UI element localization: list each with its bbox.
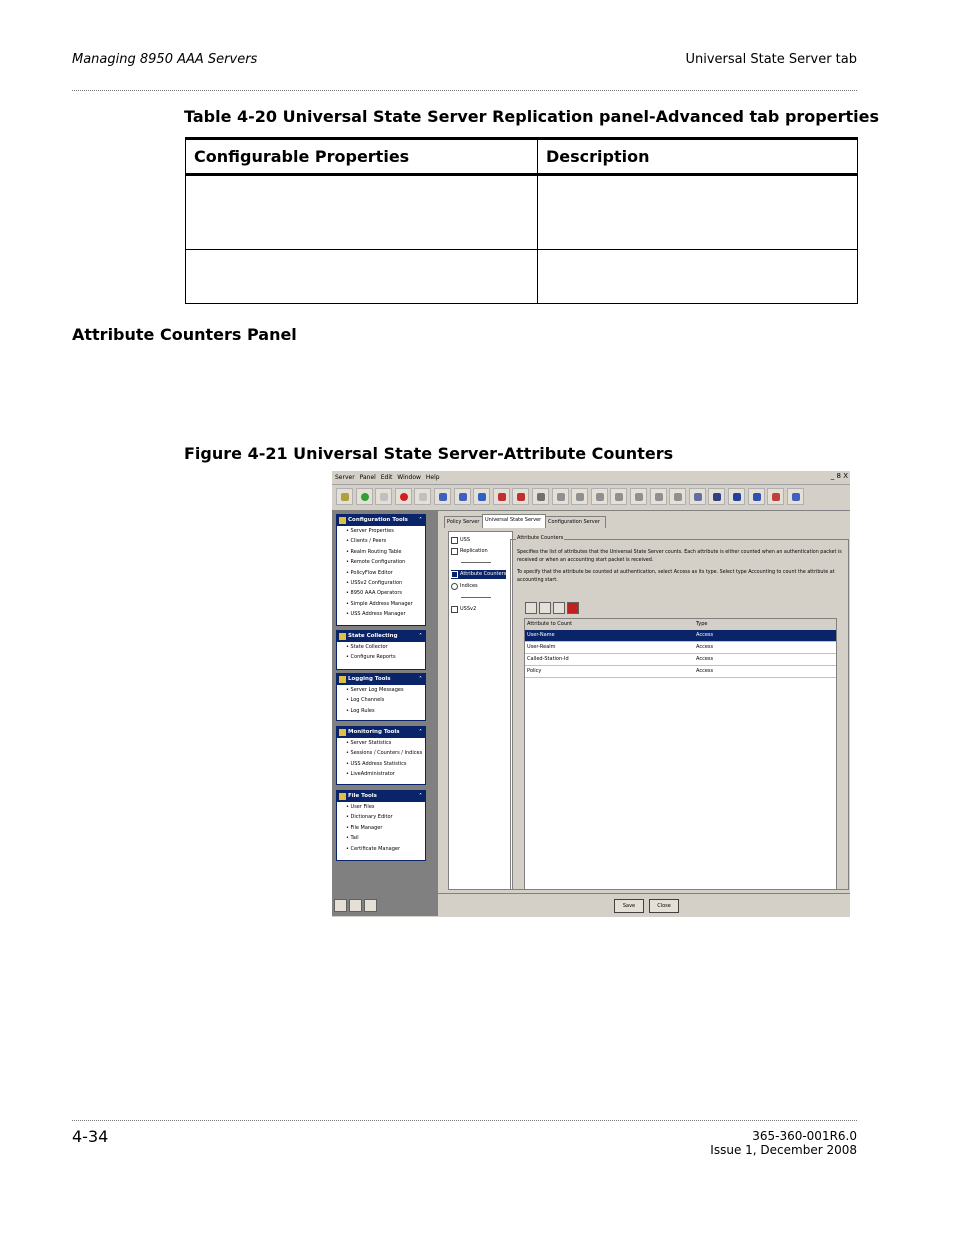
bottom-bar xyxy=(438,893,850,917)
bullet-icon: • xyxy=(346,528,351,534)
bullet-icon: • xyxy=(346,824,351,831)
tool-group-header[interactable] xyxy=(337,631,425,642)
refresh-icon[interactable] xyxy=(473,488,490,505)
tree-item-attribute-counters[interactable]: Attribute Counters xyxy=(451,570,506,579)
table-cell xyxy=(538,175,858,250)
tool-link-label: Server Statistics xyxy=(350,740,392,746)
tool-link-label: Sessions / Counters / Indices xyxy=(350,750,423,757)
menu-bar xyxy=(332,471,850,485)
print-icon[interactable] xyxy=(532,488,549,505)
bullet-icon: • xyxy=(346,590,351,597)
bullet-icon: • xyxy=(346,644,351,650)
application-screenshot xyxy=(332,471,850,917)
collapse-chevron-icon[interactable]: ˄ xyxy=(419,633,422,640)
bullet-icon: • xyxy=(346,707,351,714)
tool-link[interactable] xyxy=(337,823,425,833)
server-icon[interactable] xyxy=(414,488,431,505)
split-icon[interactable] xyxy=(349,899,362,912)
table-row[interactable]: Called-Station-Id Access xyxy=(525,654,836,666)
tool-link[interactable] xyxy=(337,706,425,716)
menu-server[interactable]: Server xyxy=(335,474,355,481)
tool-link[interactable] xyxy=(337,812,425,822)
section-heading: Attribute Counters Panel xyxy=(72,325,297,344)
toolbar xyxy=(332,485,850,511)
attribute-grid xyxy=(524,618,837,890)
help-icon[interactable] xyxy=(728,488,745,505)
panel-title: Attribute Counters xyxy=(517,535,564,541)
table-cell xyxy=(186,175,538,250)
tool-link[interactable] xyxy=(337,599,425,609)
sidebar-buttons xyxy=(334,899,379,914)
bullet-icon: • xyxy=(346,740,351,746)
close-button[interactable]: Close xyxy=(649,899,679,913)
tool-link[interactable] xyxy=(337,536,425,546)
copy-row-icon[interactable] xyxy=(553,602,565,614)
menu-panel[interactable]: Panel xyxy=(359,474,376,481)
tool-group-icon xyxy=(339,517,346,524)
tab-universal-state-server[interactable]: Universal State Server xyxy=(482,514,546,528)
bullet-icon: • xyxy=(346,600,351,607)
tool-link[interactable] xyxy=(337,833,425,843)
save-icon[interactable] xyxy=(434,488,451,505)
tab-policy-server[interactable]: Policy Server xyxy=(444,516,483,528)
tool-link[interactable] xyxy=(337,547,425,557)
copy-icon[interactable] xyxy=(591,488,608,505)
description-text: To specify that the attribute be counted at authentication, select Access as its type. Select type Accounting to count the attribute at accounting start. xyxy=(517,570,835,583)
tool-link-label: Certificate Manager xyxy=(350,845,401,852)
tool-link-label: Tail xyxy=(350,835,359,842)
grid-toolbar xyxy=(525,602,581,616)
tool-link-label: File Manager xyxy=(350,824,383,831)
tool-group-header[interactable] xyxy=(337,791,425,802)
bullet-icon: • xyxy=(346,569,351,576)
window-icon[interactable] xyxy=(364,899,377,912)
tool-group-title: Configuration Tools xyxy=(348,517,408,523)
collapse-chevron-icon[interactable]: ˄ xyxy=(419,729,422,736)
tree-item-indices[interactable]: Indices xyxy=(451,582,478,591)
tool-group-header[interactable] xyxy=(337,674,425,685)
table-row[interactable]: Policy Access xyxy=(525,666,836,678)
tool-link-label: Log Rules xyxy=(350,707,375,714)
reload-icon[interactable] xyxy=(552,488,569,505)
tool-link-label: USS Address Statistics xyxy=(350,760,407,767)
tool-group-icon xyxy=(339,676,346,683)
bullet-icon: • xyxy=(346,538,351,545)
tool-link-label: Log Channels xyxy=(350,697,385,704)
tool-link-label: Realm Routing Table xyxy=(350,548,402,555)
tool-link-label: LiveAdministrator xyxy=(350,771,395,778)
tool-link[interactable] xyxy=(337,557,425,567)
tool-link-label: Dictionary Editor xyxy=(350,814,393,821)
tool-link[interactable] xyxy=(337,802,425,812)
bullet-icon: • xyxy=(346,814,351,821)
settings-icon[interactable] xyxy=(767,488,784,505)
paste-icon[interactable] xyxy=(610,488,627,505)
bullet-icon: • xyxy=(346,771,351,778)
counter-icon xyxy=(451,571,458,578)
cut-icon[interactable] xyxy=(571,488,588,505)
collapse-chevron-icon[interactable]: ˄ xyxy=(419,793,422,800)
search-icon[interactable] xyxy=(630,488,647,505)
tool-link-label: Server Log Messages xyxy=(350,687,404,693)
tool-link-label: Simple Address Manager xyxy=(350,600,413,607)
tree-item-uss[interactable]: USS xyxy=(451,536,470,545)
bullet-icon: • xyxy=(346,835,351,842)
stop-icon[interactable] xyxy=(512,488,529,505)
save-all-icon[interactable] xyxy=(454,488,471,505)
tool-group-title: Logging Tools xyxy=(348,676,391,682)
collapse-chevron-icon[interactable]: ˄ xyxy=(419,676,422,683)
grid-icon xyxy=(451,606,458,613)
tool-link-label: PolicyFlow Editor xyxy=(350,569,393,576)
add-row-icon[interactable] xyxy=(525,602,537,614)
footer-rule xyxy=(72,1120,857,1121)
tool-link[interactable] xyxy=(337,609,425,619)
save-button[interactable]: Save xyxy=(614,899,644,913)
monitor-icon[interactable] xyxy=(708,488,725,505)
delete-row-icon[interactable] xyxy=(567,602,579,614)
tool-group xyxy=(336,630,426,670)
find-icon[interactable] xyxy=(650,488,667,505)
tool-link[interactable] xyxy=(337,652,425,662)
panel-description xyxy=(517,549,842,585)
issue-date: Issue 1, December 2008 xyxy=(710,1143,857,1157)
running-header-section: Universal State Server tab xyxy=(685,52,857,67)
tool-link-label: State Collector xyxy=(350,644,388,650)
index-icon xyxy=(451,583,458,590)
bullet-icon: • xyxy=(346,654,351,661)
info-icon[interactable] xyxy=(748,488,765,505)
bullet-icon: • xyxy=(346,559,351,566)
tool-link[interactable] xyxy=(337,759,425,769)
grid-header-type: Type xyxy=(696,621,708,627)
bullet-icon: • xyxy=(346,697,351,704)
column-header-properties: Configurable Properties xyxy=(186,139,538,175)
grid-icon xyxy=(451,537,458,544)
tools-sidebar xyxy=(332,511,438,916)
page-number: 4-34 xyxy=(72,1127,109,1146)
bullet-icon: • xyxy=(346,611,351,618)
menu-window[interactable]: Window xyxy=(397,474,421,481)
bullet-icon: • xyxy=(346,687,351,693)
tool-link[interactable] xyxy=(337,568,425,578)
table-cell xyxy=(186,250,538,304)
tool-link[interactable] xyxy=(337,844,425,854)
tool-link[interactable] xyxy=(337,685,425,695)
tool-link-label: Clients / Peers xyxy=(350,538,387,545)
server-icon[interactable] xyxy=(375,488,392,505)
tool-group xyxy=(336,726,426,785)
delete-icon[interactable] xyxy=(493,488,510,505)
tool-link-label: User Files xyxy=(350,804,375,810)
table-row[interactable]: User-Realm Access xyxy=(525,642,836,654)
tool-group xyxy=(336,514,426,626)
navigation-tree xyxy=(448,531,513,890)
tool-group-icon xyxy=(339,633,346,640)
tool-group-title: Monitoring Tools xyxy=(348,729,400,735)
tool-link-label: Remote Configuration xyxy=(350,559,406,566)
tool-link[interactable] xyxy=(337,578,425,588)
tool-link-label: USS Address Manager xyxy=(350,611,406,618)
home-icon[interactable] xyxy=(334,899,347,912)
tool-group-icon xyxy=(339,793,346,800)
tool-group-header[interactable] xyxy=(337,727,425,738)
tool-link[interactable] xyxy=(337,748,425,758)
tool-link[interactable] xyxy=(337,738,425,748)
tool-link-label: USSv2 Configuration xyxy=(350,579,403,586)
document-info xyxy=(710,1129,857,1157)
tool-link-label: 8950 AAA Operators xyxy=(350,590,402,597)
tool-group-header[interactable] xyxy=(337,515,425,526)
tool-group-title: State Collecting xyxy=(348,633,398,639)
tool-link[interactable] xyxy=(337,695,425,705)
table-row[interactable]: User-Name Access xyxy=(525,630,836,642)
running-header-title: Managing 8950 AAA Servers xyxy=(72,52,258,67)
figure-title: Figure 4-21 Universal State Server-Attribute Counters xyxy=(184,444,674,463)
tool-link-label: Configure Reports xyxy=(350,654,396,661)
red-light-icon[interactable] xyxy=(395,488,412,505)
tool-group xyxy=(336,790,426,861)
tool-link[interactable] xyxy=(337,588,425,598)
bullet-icon: • xyxy=(346,845,351,852)
list-icon[interactable] xyxy=(689,488,706,505)
header-rule xyxy=(72,90,857,91)
description-text: Specifies the list of attributes that the Universal State Server counts. Each attribute is either counted when an authentication packet is received or when an accounting start packet is received. xyxy=(517,550,842,563)
tool-link[interactable] xyxy=(337,769,425,779)
grid-header-attribute: Attribute to Count xyxy=(527,621,573,627)
bullet-icon: • xyxy=(346,750,351,757)
column-header-description: Description xyxy=(538,139,858,175)
tool-link[interactable] xyxy=(337,642,425,652)
table-title: Table 4-20 Universal State Server Replication panel-Advanced tab properties xyxy=(184,107,879,126)
edit-row-icon[interactable] xyxy=(539,602,551,614)
document-number: 365-360-001R6.0 xyxy=(752,1129,857,1143)
bullet-icon: • xyxy=(346,804,351,810)
tool-link-label: Server Properties xyxy=(350,528,394,534)
database-icon[interactable] xyxy=(787,488,804,505)
table-row xyxy=(186,175,858,250)
tool-group-icon xyxy=(339,729,346,736)
tools-icon[interactable] xyxy=(669,488,686,505)
table-cell xyxy=(538,250,858,304)
tree-separator xyxy=(461,597,491,598)
menu-help[interactable]: Help xyxy=(425,474,440,481)
grid-icon xyxy=(451,548,458,555)
tool-group xyxy=(336,673,426,721)
collapse-chevron-icon[interactable]: ˄ xyxy=(419,517,422,524)
bullet-icon: • xyxy=(346,548,351,555)
table-row xyxy=(186,250,858,304)
tree-separator xyxy=(461,562,491,563)
green-light-icon[interactable] xyxy=(356,488,373,505)
tree-item-ussv2[interactable]: USSv2 xyxy=(451,605,476,614)
link-icon[interactable] xyxy=(336,488,353,505)
menu-edit[interactable]: Edit xyxy=(380,474,393,481)
tool-group-title: File Tools xyxy=(348,793,377,799)
bullet-icon: • xyxy=(346,579,351,586)
window-controls[interactable]: _ 8 X xyxy=(830,472,848,480)
tree-item-replication[interactable]: Replication xyxy=(451,547,488,556)
properties-table xyxy=(185,137,858,304)
tab-configuration-server[interactable]: Configuration Server xyxy=(545,516,606,528)
bullet-icon: • xyxy=(346,760,351,767)
tool-link[interactable] xyxy=(337,526,425,536)
